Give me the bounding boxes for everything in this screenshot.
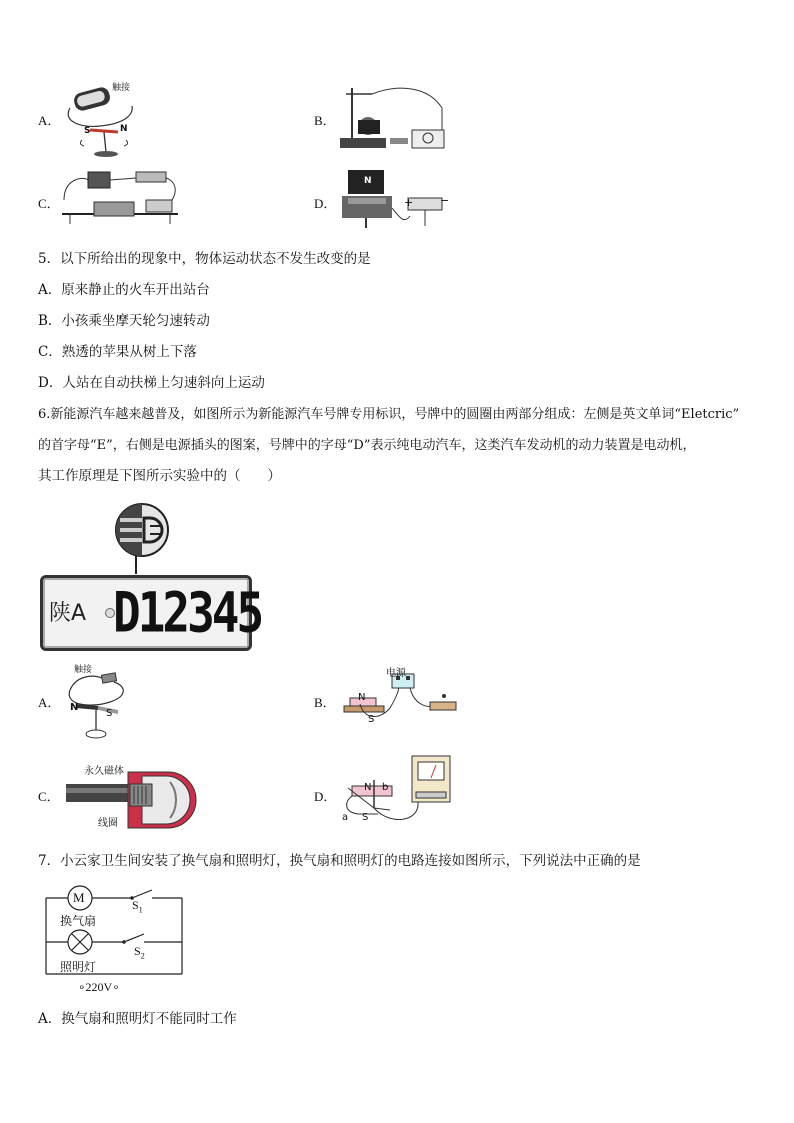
q6-option-c-label: C．	[38, 789, 60, 804]
motor-symbol: M	[73, 890, 85, 905]
switch-s1-label	[132, 898, 143, 914]
q4-d-text-n: N	[364, 176, 372, 186]
q6-stem-line-1: 6.新能源汽车越来越普及，如图所示为新能源汽车号牌专用标识，号牌中的圆圈由两部分组成：左侧是英文单词“Eletcric”	[38, 407, 740, 422]
q4-a-text-touch: 触接	[112, 83, 131, 93]
q6-stem-line-3: 其工作原理是下图所示实验中的（ ）	[38, 468, 281, 484]
q6-stem-line-2: 的首字母“E”，右侧是电源插头的图案，号牌中的字母“D”表示纯电动汽车，这类汽车发动机的动力装置是电动机，	[38, 438, 696, 453]
q6-option-c-figure	[62, 762, 198, 836]
q6-option-d-figure	[340, 752, 456, 826]
lamp-label: 照明灯	[60, 960, 97, 974]
voltage-value: 220V	[85, 980, 113, 994]
switch-s1-sub: 1	[138, 905, 143, 915]
license-plate-logo-icon	[110, 500, 174, 578]
q6-d-text-b: b	[382, 782, 389, 793]
q5-option-b: B．小孩乘坐摩天轮匀速转动	[38, 313, 210, 329]
q7-stem: 7．小云家卫生间安装了换气扇和照明灯，换气扇和照明灯的电路连接如图所示，下列说法中正确的是	[38, 853, 641, 869]
switch-s2-label	[134, 944, 145, 960]
license-plate-number: D12345	[113, 580, 262, 645]
q7-option-a: A．换气扇和照明灯不能同时工作	[38, 1011, 237, 1027]
q6-c-text-coil: 线圈	[98, 818, 118, 829]
q4-a-text-s: S	[84, 126, 91, 136]
q6-b-text-power: 电源	[386, 668, 406, 679]
switch-s2-sub: 2	[140, 951, 145, 961]
q6-option-a-label: A．	[38, 695, 61, 710]
q6-b-text-n: N	[358, 692, 366, 703]
q4-option-d-figure	[338, 168, 450, 232]
switch-s2-letter: S	[134, 944, 141, 958]
q4-a-text-n: N	[120, 124, 128, 134]
q5-stem: 5．以下所给出的现象中，物体运动状态不发生改变的是	[38, 251, 371, 267]
q6-a-text-touch: 触接	[74, 665, 93, 675]
voltage-label: ∘220V∘	[78, 980, 120, 994]
q6-d-text-a: a	[342, 812, 349, 823]
q4-option-c-label: C．	[38, 196, 60, 211]
q5-option-c: C．熟透的苹果从树上下落	[38, 344, 197, 360]
q6-option-d-label: D．	[314, 789, 337, 804]
q6-b-text-s: S	[368, 714, 375, 725]
q6-d-text-n: N	[364, 782, 372, 793]
q4-option-b-figure	[338, 80, 446, 154]
q6-c-text-magnet: 永久磁体	[84, 766, 124, 777]
license-plate	[40, 575, 262, 651]
q4-option-d-label: D．	[314, 196, 337, 211]
q4-option-c-figure	[60, 166, 180, 232]
q4-d-text-minus: −	[440, 194, 450, 207]
switch-s1-letter: S	[132, 898, 139, 912]
q4-d-text-plus: +	[404, 196, 414, 209]
fan-label: 换气扇	[60, 914, 97, 928]
q5-option-a: A．原来静止的火车开出站台	[38, 282, 210, 298]
q4-option-b-label: B．	[314, 113, 336, 128]
license-plate-province: 陕A	[49, 601, 87, 626]
q6-d-text-s: S	[362, 812, 369, 823]
q6-option-b-label: B．	[314, 695, 336, 710]
q6-a-text-s: S	[106, 708, 113, 719]
q6-a-text-n: N	[70, 702, 79, 713]
q5-option-d: D．人站在自动扶梯上匀速斜向上运动	[38, 375, 265, 391]
q4-option-a-label: A．	[38, 113, 61, 128]
